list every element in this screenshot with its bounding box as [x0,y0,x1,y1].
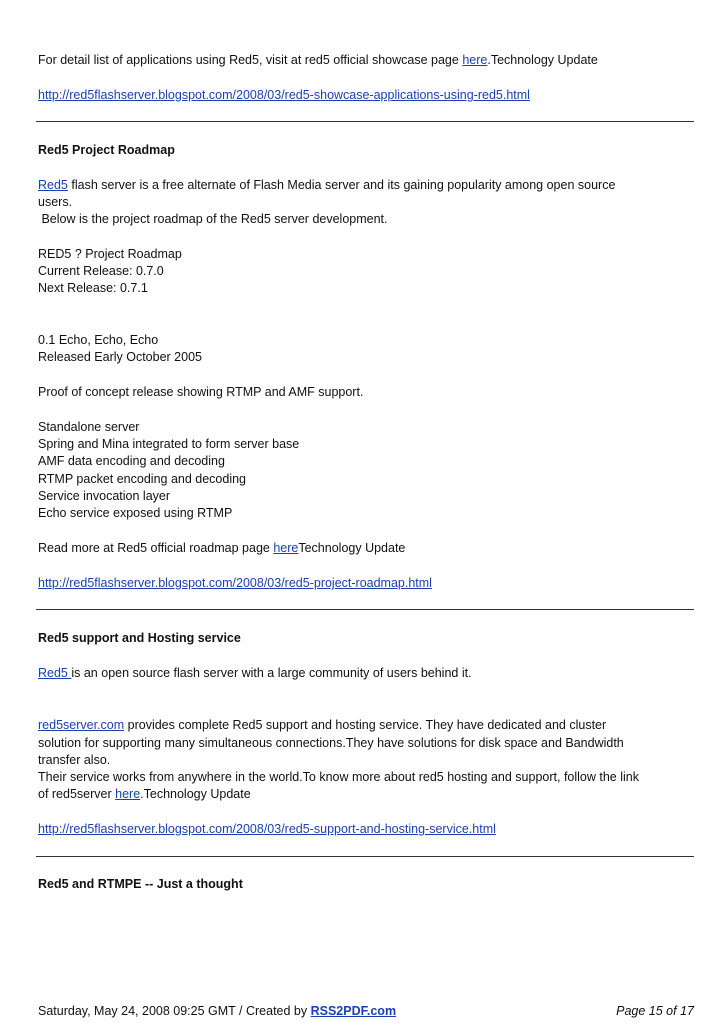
roadmap-intro-line-1: Red5 flash server is a free alternate of Flash Media server and its gaining popularity among open source [38,178,616,192]
feature-item: Echo service exposed using RTMP [38,506,233,520]
roadmap-here-link[interactable]: here [273,541,299,555]
footer-created-by: Saturday, May 24, 2008 09:25 GMT / Created by [38,1004,311,1018]
hosting-source-link[interactable]: http://red5flashserver.blogspot.com/2008/03/red5-support-and-hosting-service.html [38,822,496,836]
roadmap-intro-line-2: users. [38,195,73,209]
rss2pdf-link[interactable]: RSS2PDF.com [310,1004,397,1018]
red5-link[interactable]: Red5 [38,666,72,680]
feature-item: RTMP packet encoding and decoding [38,472,247,486]
intro-tail: .Technology Update [487,53,598,67]
hosting-title: Red5 support and Hosting service [38,631,241,645]
feature-item: AMF data encoding and decoding [38,454,225,468]
feature-item: Standalone server [38,420,140,434]
roadmap-title: Red5 Project Roadmap [38,143,175,157]
feature-item: Spring and Mina integrated to form server base [38,437,300,451]
echo-title: 0.1 Echo, Echo, Echo [38,333,159,347]
intro-paragraph [38,53,598,68]
page-footer [38,1004,694,1019]
intro-text: For detail list of applications using Red5, visit at red5 official showcase page [38,53,463,67]
section-divider [36,609,694,610]
showcase-source-link[interactable]: http://red5flashserver.blogspot.com/2008/03/red5-showcase-applications-using-red5.html [38,88,530,102]
red5-link[interactable]: Red5 [38,178,68,192]
roadmap-heading: RED5 ? Project Roadmap [38,247,182,261]
page-number: Page 15 of 17 [616,1004,694,1018]
showcase-here-link[interactable]: here [462,53,488,67]
rtmpe-title: Red5 and RTMPE -- Just a thought [38,877,243,891]
section-divider [36,856,694,857]
hosting-para-line-4: Their service works from anywhere in the world.To know more about red5 hosting and support, follow the link [38,770,639,784]
next-release: Next Release: 0.7.1 [38,281,148,295]
roadmap-source-link[interactable]: http://red5flashserver.blogspot.com/2008/03/red5-project-roadmap.html [38,576,432,590]
hosting-here-link[interactable]: here [115,787,141,801]
echo-released: Released Early October 2005 [38,350,202,364]
hosting-intro: Red5 is an open source flash server with a large community of users behind it. [38,666,472,680]
hosting-para-line-5: of red5server here.Technology Update [38,787,251,801]
proof-of-concept: Proof of concept release showing RTMP and AMF support. [38,385,364,399]
red5server-link[interactable]: red5server.com [38,718,125,732]
hosting-para-line-2: solution for supporting many simultaneous connections.They have solutions for disk space and Bandwidth [38,736,624,750]
feature-item: Service invocation layer [38,489,171,503]
current-release: Current Release: 0.7.0 [38,264,164,278]
section-divider [36,121,694,122]
roadmap-read-more: Read more at Red5 official roadmap page hereTechnology Update [38,541,406,555]
hosting-para-line-1: red5server.com provides complete Red5 support and hosting service. They have dedicated and cluster [38,718,607,732]
roadmap-intro-line-3: Below is the project roadmap of the Red5 server development. [38,212,388,226]
hosting-para-line-3: transfer also. [38,753,111,767]
